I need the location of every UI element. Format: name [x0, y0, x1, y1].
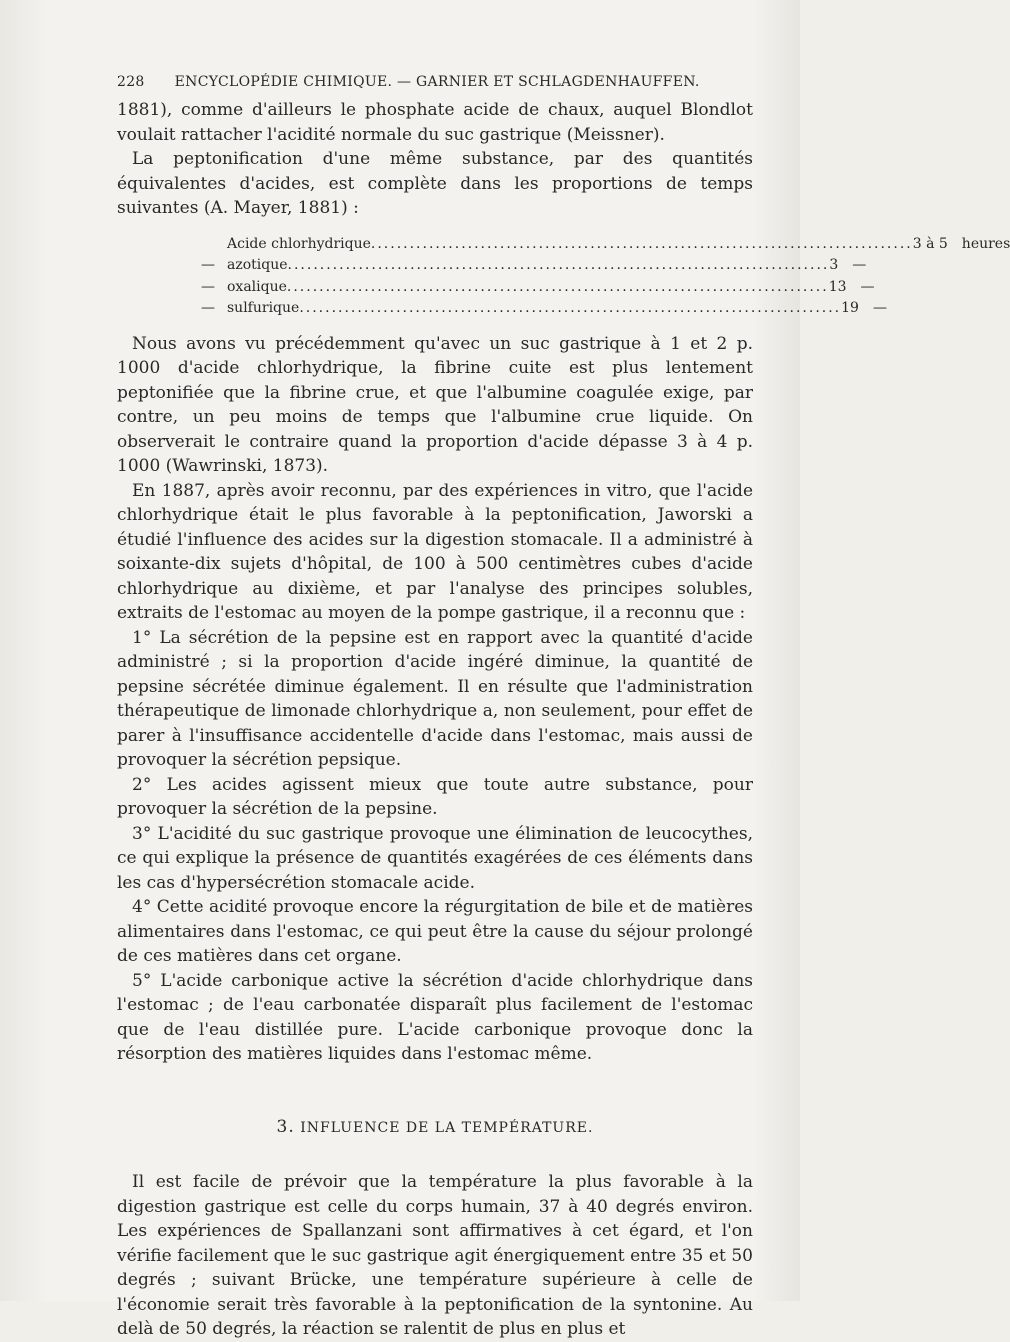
page-number: 228: [117, 74, 145, 90]
table-row: [201, 255, 867, 277]
leader-dots: ....................................................................................: [299, 300, 842, 316]
paragraph: En 1887, après avoir reconnu, par des expériences in vitro, que l'acide chlorhydrique était le plus favorable à la peptonification, Jaworski a étudié l'influence des acides sur la digestion stomacale. Il a administré à soixante-dix sujets d'hôpital, de 100 à 500 centimètres cubes d'acide chlorhydrique au dixième, et par l'analyse des principes solubles, extraits de l'estomac au moyen de la pompe gastrique, il a reconnu que :: [117, 480, 753, 623]
acid-name: azotique: [227, 257, 288, 273]
section-number: 3.: [276, 1116, 295, 1137]
time-value: 19: [841, 300, 859, 316]
ditto-mark: —: [201, 300, 215, 316]
leader-dots: ....................................................................................: [370, 235, 913, 252]
paragraph: 3° L'acidité du suc gastrique provoque une élimination de leucocythes, ce qui explique la présence de quantités exagérées de ces éléments dans les cas d'hypersécrétion stomacale acide.: [117, 823, 753, 893]
paragraph: Nous avons vu précédemment qu'avec un suc gastrique à 1 et 2 p. 1000 d'acide chlorhydrique, la fibrine cuite est plus lentement peptonifiée que la fibrine crue, et que l'albumine coagulée exige, par contre, un peu moins de temps que l'albumine crue liquide. On observerait le contraire quand la proportion d'acide dépasse 3 à 4 p. 1000 (Wawrinski, 1873).: [117, 333, 753, 476]
time-value: 3: [829, 257, 839, 273]
time-unit: —: [872, 300, 887, 316]
paragraph: 4° Cette acidité provoque encore la régurgitation de bile et de matières alimentaires dans l'estomac, ce qui peut être la cause du séjour prolongé de ces matières dans cet organe.: [117, 897, 753, 966]
time-value: 13: [828, 278, 847, 295]
leader-dots: ....................................................................................: [286, 278, 829, 295]
ditto-mark: —: [201, 278, 215, 295]
running-header: [117, 74, 753, 90]
leader-dots: ....................................................................................: [287, 257, 830, 273]
table-row: [201, 234, 1010, 256]
paragraph: 2° Les acides agissent mieux que toute autre substance, pour provoquer la sécrétion de la pepsine.: [117, 774, 753, 819]
paragraph: Il est facile de prévoir que la température la plus favorable à la digestion gastrique est celle du corps humain, 37 à 40 degrés environ. Les expériences de Spallanzani sont affirmatives à cet égard, et l'on vérifie facilement que le suc gastrique agit énergiquement entre 35 et 50 degrés ; suivant Brücke, une température supérieure à celle de l'économie serait très favorable à la peptonification de la syntonine. Au delà de 50 degrés, la réaction se ralentit de plus en plus et: [117, 1172, 753, 1339]
time-table: [201, 234, 1010, 320]
time-unit: —: [852, 257, 867, 273]
acid-name: Acide chlorhydrique: [227, 235, 371, 252]
paragraph: 1881), comme d'ailleurs le phosphate acide de chaux, auquel Blondlot voulait rattacher l'acidité normale du suc gastrique (Meissner).: [117, 100, 753, 145]
acid-name: sulfurique: [227, 300, 300, 316]
section-heading: [117, 1115, 753, 1141]
paragraph: 1° La sécrétion de la pepsine est en rapport avec la quantité d'acide administré ; si la proportion d'acide ingéré diminue, la quantité de pepsine sécrétée diminue également. Il en résulte que l'administration thérapeutique de limonade chlorhydrique a, non seulement, pour effet de parer à l'insuffisance accidentelle d'acide dans l'estomac, mais aussi de provoquer la sécrétion pepsique.: [117, 627, 753, 770]
paragraph: La peptonification d'une même substance, par des quantités équivalentes d'acides, est complète dans les proportions de temps suivantes (A. Mayer, 1881) :: [117, 149, 753, 218]
table-row: [201, 298, 887, 320]
acid-name: oxalique: [227, 278, 287, 295]
time-unit: —: [860, 278, 875, 295]
table-row: [201, 277, 875, 299]
time-unit: heures: [961, 235, 1010, 252]
ditto-mark: —: [201, 257, 215, 273]
paragraph: 5° L'acide carbonique active la sécrétion d'acide chlorhydrique dans l'estomac ; de l'eau carbonatée disparaît plus facilement de l'estomac que de l'eau distillée pure. L'acide carbonique provoque donc la résorption des matières liquides dans l'estomac même.: [117, 970, 753, 1064]
time-value: 3 à 5: [912, 235, 948, 252]
running-title: ENCYCLOPÉDIE CHIMIQUE. — GARNIER ET SCHLAGDENHAUFFEN.: [174, 74, 700, 90]
section-title: INFLUENCE DE LA TEMPÉRATURE.: [300, 1119, 594, 1136]
page-body: [117, 98, 1010, 1342]
